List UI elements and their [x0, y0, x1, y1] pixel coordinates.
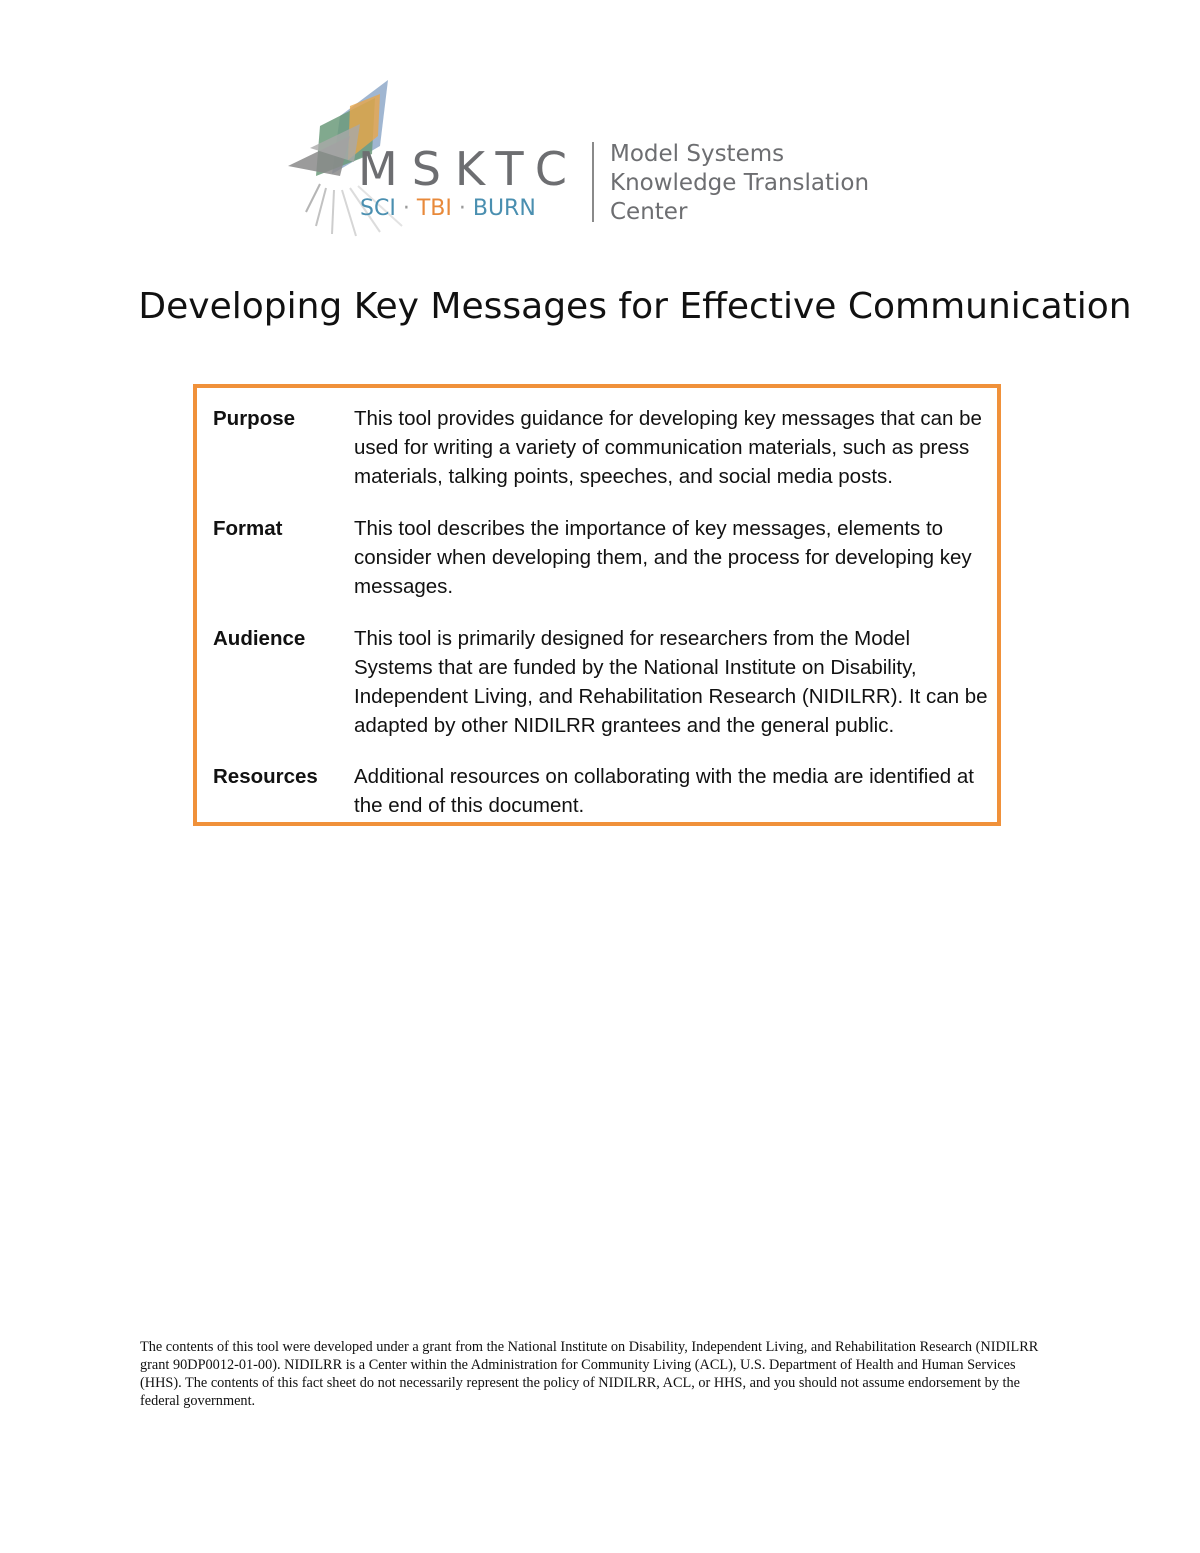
logo-separator: · [458, 196, 466, 221]
logo-program-names [360, 198, 536, 220]
summary-label: Resources [213, 765, 318, 788]
logo-separator: · [402, 196, 410, 221]
logo-center-name [610, 140, 869, 227]
logo-name-line: Center [610, 199, 688, 225]
logo-divider [592, 142, 594, 222]
logo-burn: BURN [472, 196, 536, 221]
summary-label: Format [213, 517, 283, 540]
logo-name-line: Knowledge Translation [610, 170, 870, 196]
summary-box [193, 384, 1001, 826]
logo-sci: SCI [360, 196, 396, 221]
logo-name-line: Model Systems [610, 141, 785, 167]
summary-text: This tool describes the importance of key messages, elements to consider when developing them, and the process for developing key messages. [354, 517, 972, 598]
summary-label: Audience [213, 627, 306, 650]
summary-text: This tool is primarily designed for researchers from the Model Systems that are funded by the National Institute on Disability, Independent Living, and Rehabilitation Research (NIDILRR). It can be adapted by other NIDILRR grantees and the general public. [354, 627, 988, 737]
msktc-logo [280, 76, 930, 246]
page-title: Developing Key Messages for Effective Communication [138, 286, 1132, 327]
summary-label: Purpose [213, 407, 296, 430]
summary-text: Additional resources on collaborating with the media are identified at the end of this document. [354, 765, 974, 817]
logo-wordmark: MSKTC [358, 142, 582, 196]
summary-text: This tool provides guidance for developing key messages that can be used for writing a variety of communication materials, such as press materials, talking points, speeches, and social media posts. [354, 407, 982, 488]
funding-disclaimer: The contents of this tool were developed under a grant from the National Institute on Disability, Independent Living, and Rehabilitation Research (NIDILRR grant 90DP0012-01-00). NIDILRR is a Center within the Administration for Community Living (ACL), U.S. Department of Health and Human Services (HHS). The contents of this fact sheet do not necessarily represent the policy of NIDILRR, ACL, or HHS, and you should not assume endorsement by the federal government. [140, 1339, 1039, 1409]
logo-tbi: TBI [416, 196, 452, 221]
